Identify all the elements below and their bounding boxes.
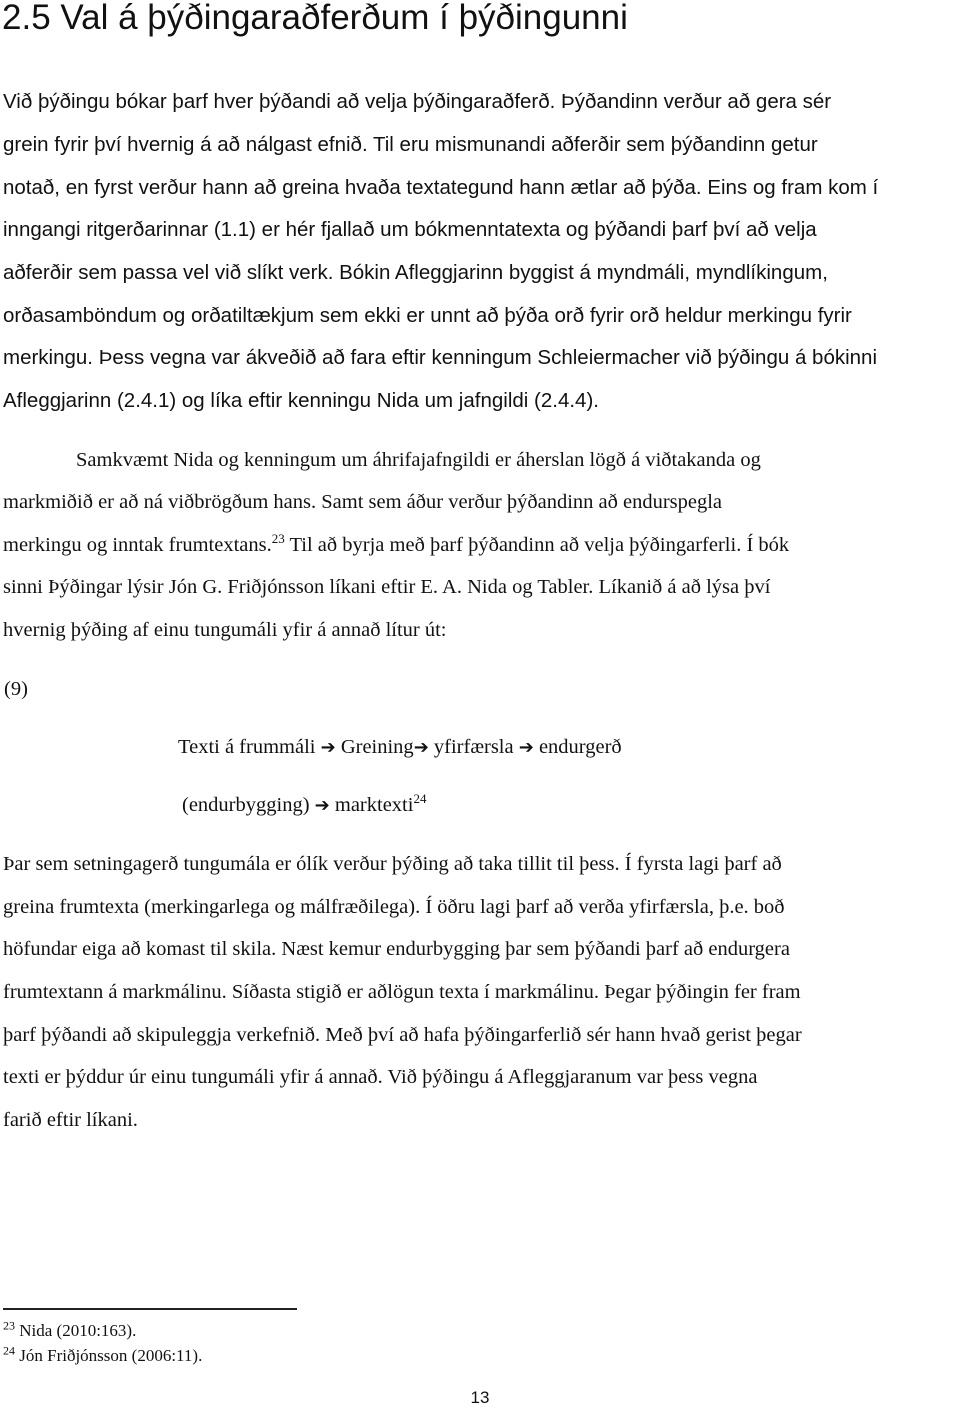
text-segment: Til að byrja með þarf þýðandinn að velja þýðingarferli. Í bók — [284, 534, 790, 556]
paragraph-line: hvernig þýðing af einu tungumáli yfir á annað lítur út: — [3, 619, 447, 641]
paragraph-line: orðasamböndum og orðatiltækjum sem ekki er unnt að þýða orð fyrir orð heldur merkingu fyrir — [3, 304, 852, 327]
page-number: 13 — [470, 1388, 490, 1407]
process-step: Texti á frummáli — [178, 736, 316, 758]
process-step: endurgerð — [538, 736, 622, 758]
footnote-divider — [3, 1308, 297, 1310]
process-row-2 — [182, 791, 426, 820]
paragraph-line: frumtextann á markmálinu. Síðasta stigið er aðlögun texta í markmálinu. Þegar þýðingin fer fram — [3, 981, 801, 1003]
example-label: (9) — [4, 678, 28, 700]
paragraph-line: notað, en fyrst verður hann að greina hvaða textategund hann ætlar að þýða. Eins og fram kom í — [3, 176, 879, 199]
paragraph-line: texti er þýddur úr einu tungumáli yfir á annað. Við þýðingu á Afleggjaranum var þess vegna — [3, 1066, 758, 1088]
footnote-number: 23 — [3, 1318, 15, 1333]
paragraph-line: Við þýðingu bókar þarf hver þýðandi að velja þýðingaraðferð. Þýðandinn verður að gera sér — [3, 90, 832, 113]
paragraph-line: greina frumtexta (merkingarlega og málfræðilega). Í öðru lagi þarf að verða yfirfærsla, þ.e. boð — [3, 896, 785, 918]
text-segment: merkingu og inntak frumtextans. — [3, 534, 272, 556]
process-row-1 — [178, 733, 622, 762]
arrow-right-icon: ➔ — [314, 795, 330, 816]
arrow-right-icon: ➔ — [320, 737, 336, 758]
footnote-ref-24: 24 — [413, 791, 427, 807]
paragraph-line: markmiðið er að ná viðbrögðum hans. Samt sem áður verður þýðandinn að endurspegla — [3, 491, 723, 513]
paragraph-line: farið eftir líkani. — [3, 1109, 138, 1131]
arrow-right-icon: ➔ — [518, 737, 534, 758]
paragraph-line: Afleggjarinn (2.4.1) og líka eftir kenningu Nida um jafngildi (2.4.4). — [3, 389, 599, 412]
process-step: (endurbygging) — [182, 794, 310, 816]
footnote-23 — [3, 1320, 136, 1342]
paragraph-line: grein fyrir því hvernig á að nálgast efnið. Til eru mismunandi aðferðir sem þýðandinn getur — [3, 133, 818, 156]
footnote-number: 24 — [3, 1343, 15, 1358]
footnote-24 — [3, 1345, 202, 1367]
process-step: marktexti — [334, 794, 414, 816]
arrow-right-icon: ➔ — [413, 737, 429, 758]
paragraph-line: inngangi ritgerðarinnar (1.1) er hér fjallað um bókmenntatexta og þýðandi þarf því að velja — [3, 218, 817, 241]
footnote-ref-23: 23 — [271, 531, 285, 547]
paragraph-line: þarf þýðandi að skipuleggja verkefnið. Með því að hafa þýðingarferlið sér hann hvað gerist þegar — [3, 1024, 802, 1046]
footnote-text: Nida (2010:163). — [15, 1321, 137, 1340]
process-step: Greining — [340, 736, 414, 758]
paragraph-line: aðferðir sem passa vel við slíkt verk. Bókin Afleggjarinn byggist á myndmáli, myndlíkingum, — [3, 261, 828, 284]
footnote-text: Jón Friðjónsson (2006:11). — [15, 1346, 203, 1365]
section-heading: 2.5 Val á þýðingaraðferðum í þýðingunni — [2, 0, 628, 37]
paragraph-line — [3, 531, 789, 559]
paragraph-line: sinni Þýðingar lýsir Jón G. Friðjónsson líkani eftir E. A. Nida og Tabler. Líkanið á að lýsa því — [3, 576, 771, 598]
paragraph-line: höfundar eiga að komast til skila. Næst kemur endurbygging þar sem þýðandi þarf að endurgera — [3, 938, 790, 960]
paragraph-line: Þar sem setningagerð tungumála er ólík verður þýðing að taka tillit til þess. Í fyrsta lagi þarf að — [3, 853, 782, 875]
process-step: yfirfærsla — [433, 736, 514, 758]
paragraph-line: Samkvæmt Nida og kenningum um áhrifajafngildi er áherslan lögð á viðtakanda og — [76, 449, 761, 471]
paragraph-line: merkingu. Þess vegna var ákveðið að fara eftir kenningum Schleiermacher við þýðingu á bókinni — [3, 346, 878, 369]
